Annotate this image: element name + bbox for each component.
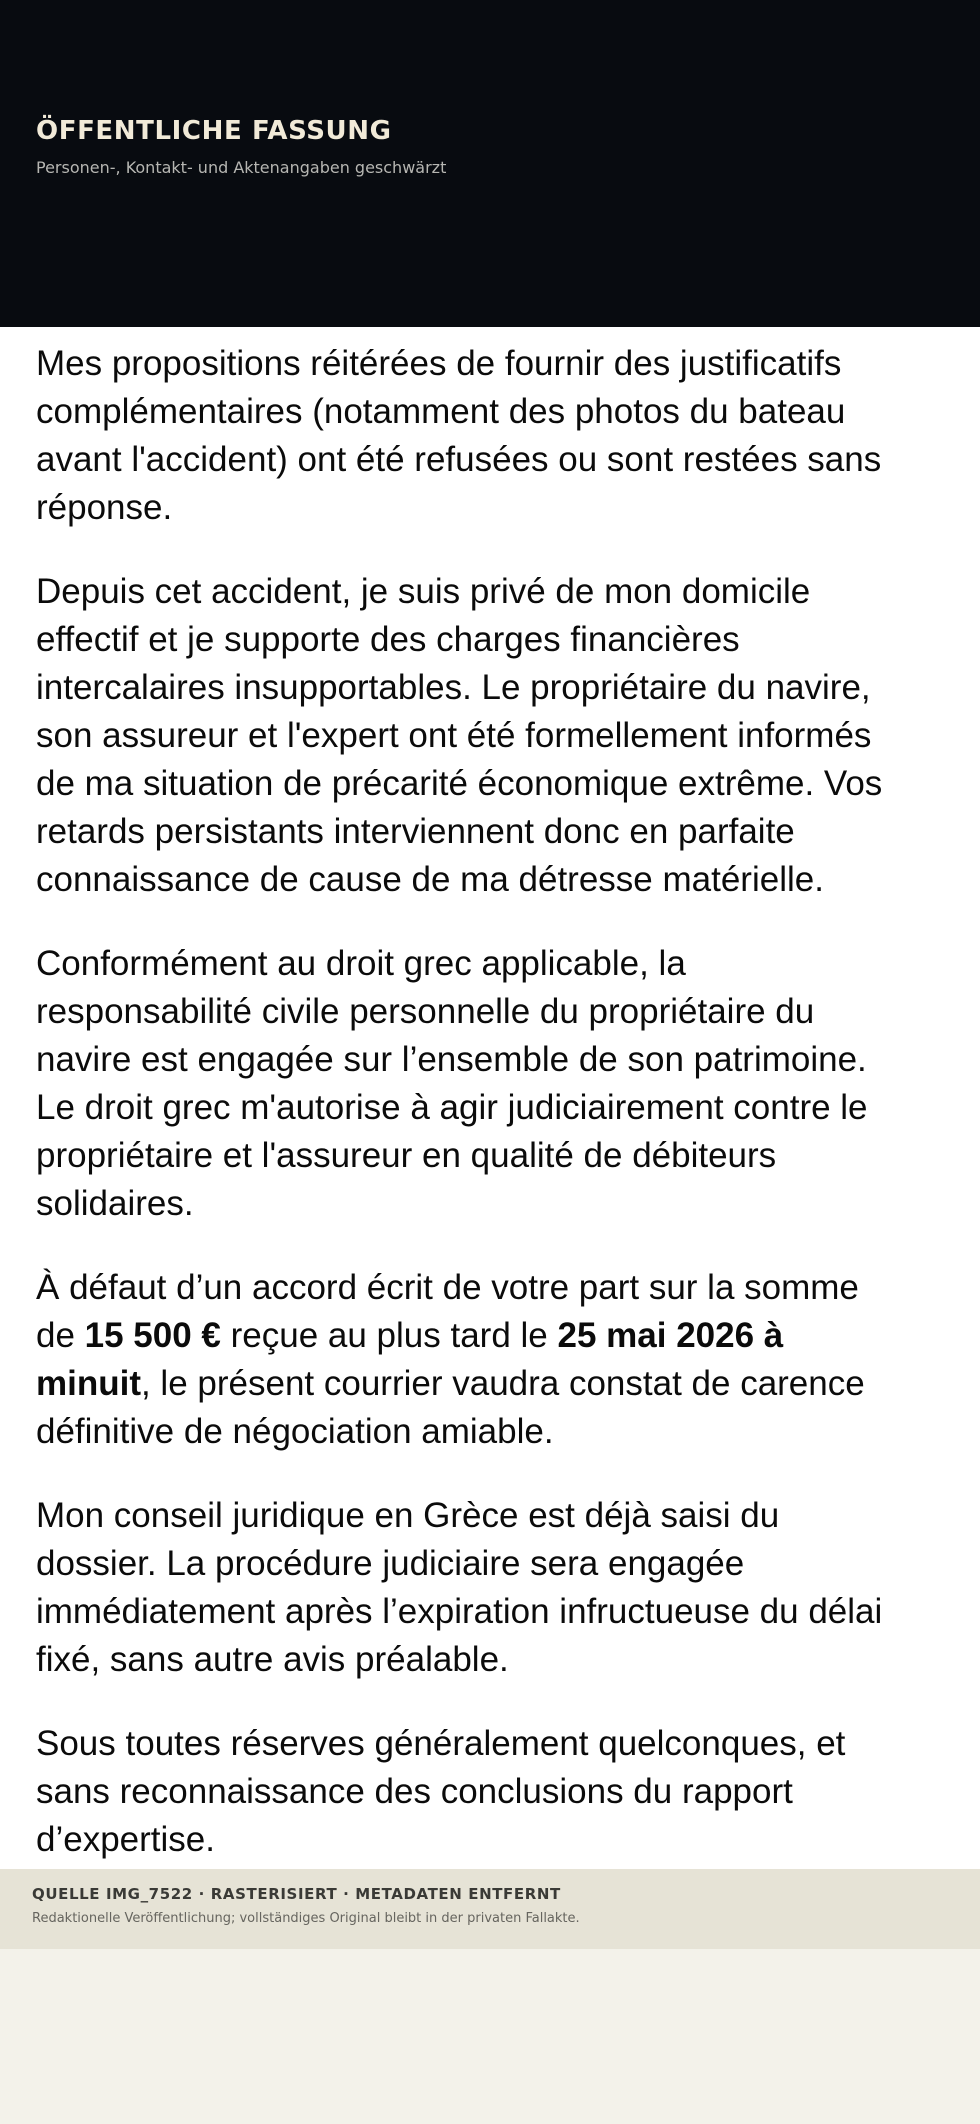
- deadline-date: 25 mai 2026 à: [557, 1316, 784, 1355]
- text-line: sans reconnaissance des conclusions du rapport: [36, 1772, 793, 1811]
- paragraph-deadline: [36, 1264, 966, 1456]
- text-line: solidaires.: [36, 1184, 194, 1223]
- text-line: intercalaires insupportables. Le propriétaire du navire,: [36, 668, 871, 707]
- text-line: complémentaires (notamment des photos du bateau: [36, 392, 846, 431]
- redaction-header: [0, 0, 980, 327]
- text-line: Conformément au droit grec applicable, la: [36, 944, 686, 983]
- text-line: dossier. La procédure judiciaire sera engagée: [36, 1544, 745, 1583]
- header-subtitle: Personen-, Kontakt- und Aktenangaben geschwärzt: [36, 158, 447, 177]
- text-line: [36, 1312, 966, 1360]
- paragraph-greek-law: [36, 940, 966, 1228]
- text-line: de ma situation de précarité économique extrême. Vos: [36, 764, 883, 803]
- text-line: [36, 1360, 966, 1408]
- text-fragment: , le présent courrier vaudra constat de carence: [140, 1364, 865, 1403]
- text-line: d’expertise.: [36, 1820, 215, 1859]
- text-line: Le droit grec m'autorise à agir judiciairement contre le: [36, 1088, 868, 1127]
- paragraph-hardship: [36, 568, 966, 904]
- text-line: À défaut d’un accord écrit de votre part sur la somme: [36, 1268, 859, 1307]
- text-line: immédiatement après l’expiration infructueuse du délai: [36, 1592, 883, 1631]
- text-fragment: de: [36, 1316, 85, 1355]
- text-line: avant l'accident) ont été refusées ou sont restées sans: [36, 440, 882, 479]
- text-line: Mon conseil juridique en Grèce est déjà saisi du: [36, 1496, 780, 1535]
- text-line: responsabilité civile personnelle du propriétaire du: [36, 992, 815, 1031]
- deadline-time: minuit: [36, 1364, 141, 1403]
- text-line: fixé, sans autre avis préalable.: [36, 1640, 509, 1679]
- text-line: Sous toutes réserves généralement quelconques, et: [36, 1724, 846, 1763]
- text-line: son assureur et l'expert ont été formellement informés: [36, 716, 872, 755]
- text-line: connaissance de cause de ma détresse matérielle.: [36, 860, 824, 899]
- letter-body: [36, 340, 966, 1900]
- paragraph-legal-counsel: [36, 1492, 966, 1684]
- footer-source-label: QUELLE IMG_7522 · RASTERISIERT · METADATEN ENTFERNT: [32, 1885, 561, 1903]
- text-line: retards persistants interviennent donc en parfaite: [36, 812, 795, 851]
- paragraph-proposals: [36, 340, 966, 532]
- text-line: navire est engagée sur l’ensemble de son patrimoine.: [36, 1040, 867, 1079]
- text-line: propriétaire et l'assureur en qualité de débiteurs: [36, 1136, 777, 1175]
- letter-page: [0, 327, 980, 1869]
- claim-amount: 15 500 €: [84, 1316, 221, 1355]
- text-line: définitive de négociation amiable.: [36, 1412, 554, 1451]
- text-line: Depuis cet accident, je suis privé de mon domicile: [36, 572, 811, 611]
- paragraph-reservations: [36, 1720, 966, 1864]
- footer-note: Redaktionelle Veröffentlichung; vollständiges Original bleibt in der privaten Fallakte.: [32, 1911, 580, 1926]
- text-line: réponse.: [36, 488, 173, 527]
- text-fragment: reçue au plus tard le: [220, 1316, 558, 1355]
- text-line: Mes propositions réitérées de fournir des justificatifs: [36, 344, 842, 383]
- text-line: effectif et je supporte des charges financières: [36, 620, 740, 659]
- source-footer: [0, 1869, 980, 1949]
- header-title: ÖFFENTLICHE FASSUNG: [36, 116, 392, 146]
